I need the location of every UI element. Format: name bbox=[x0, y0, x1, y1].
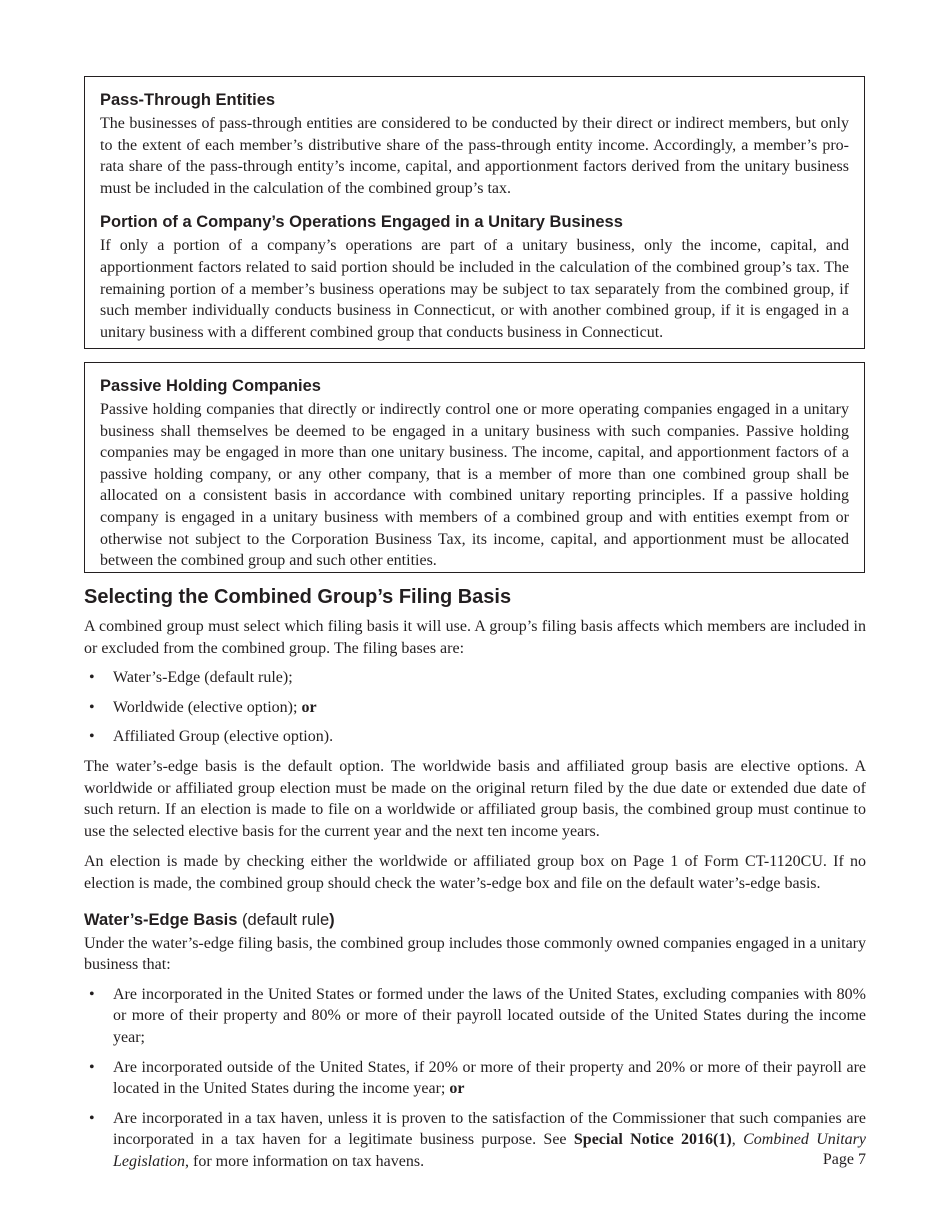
list-text: Water’s-Edge (default rule); bbox=[113, 669, 293, 687]
list-item bbox=[84, 667, 866, 689]
paragraph: The water’s-edge basis is the default option. The worldwide basis and affiliated group basis are elective options. A worldwide or affiliated group election must be made on the original return filed by the due date or extended due date of such return. If an election is made to file on a worldwide or affiliated group basis, the combined group must continue to use the selected elective basis for the current year and the next ten income years. bbox=[84, 757, 866, 840]
section-heading: Portion of a Company’s Operations Engaged in a Unitary Business bbox=[100, 213, 623, 232]
list-item bbox=[84, 1057, 866, 1100]
filing-bases-list bbox=[84, 667, 866, 748]
list-text: Affiliated Group (elective option). bbox=[113, 728, 334, 746]
list-text: Worldwide (elective option); bbox=[113, 698, 302, 716]
section-title: Selecting the Combined Group’s Filing Basis bbox=[84, 586, 512, 608]
list-item bbox=[84, 726, 866, 748]
intro-paragraph: A combined group must select which filing basis it will use. A group’s filing basis affects which members are included in or excluded from the combined group. The filing bases are: bbox=[84, 618, 866, 657]
paragraph: An election is made by checking either the worldwide or affiliated group box on Page 1 of Form CT-1120CU. If no election is made, the combined group should check the water’s-edge box and file on the default water’s-edge basis. bbox=[84, 853, 866, 892]
section-heading: Pass-Through Entities bbox=[100, 91, 276, 109]
section-body: If only a portion of a company’s operations are part of a unitary business, only the income, capital, and apportionment factors related to said portion should be included in the calculation of the combined group’s tax. The remaining portion of a member’s business operations may be subject to tax separately from the combined group, if such member individually conducts business in Connecticut, or with another combined group, if it is engaged in a unitary business with a different combined group that conducts business in Connecticut. bbox=[100, 237, 849, 341]
list-item bbox=[84, 1108, 866, 1173]
subsection-heading bbox=[84, 909, 866, 931]
section-heading: Passive Holding Companies bbox=[100, 377, 321, 395]
bullet: • bbox=[89, 985, 95, 1003]
passive-holding-box bbox=[84, 362, 865, 573]
or-text: or bbox=[449, 1080, 465, 1098]
criteria-list bbox=[84, 984, 866, 1173]
bullet: • bbox=[89, 669, 95, 687]
section-body: Passive holding companies that directly or indirectly control one or more operating companies engaged in a unitary business shall themselves be deemed to be engaged in a unitary business with such companies. Passive holding companies may be engaged in more than one unitary business. The income, capital, and apportionment factors of a passive holding company, or any other company, that is a member of more than one combined group shall be allocated on a consistent basis in accordance with combined unitary reporting principles. If a passive holding company is engaged in a unitary business with members of a combined group and with entities exempt from or otherwise not subject to the Corporation Business Tax, its income, capital, and apportionment must be allocated between the combined group and such other entities. bbox=[100, 401, 849, 570]
bullet: • bbox=[89, 698, 95, 716]
bullet: • bbox=[89, 728, 95, 746]
list-text: Are incorporated outside of the United States, if 20% or more of their property and 20% or more of their payroll are located in the United States during the income year; bbox=[113, 1058, 866, 1098]
subheading-normal: (default rule bbox=[237, 910, 330, 929]
legislation-title: Combined Unitary Legislation bbox=[113, 1131, 867, 1170]
section-body: The businesses of pass-through entities are considered to be conducted by their direct or indirect members, but only to the extent of each member’s distributive share of the pass-through entity income. Accordingly, a member’s pro-rata share of the pass-through entity’s income, capital, and apportionment factors derived from the unitary business must be included in the calculation of the combined group’s tax. bbox=[100, 115, 849, 197]
filing-basis-section bbox=[84, 583, 866, 1180]
subheading-close: ) bbox=[329, 910, 335, 929]
subheading-bold: Water’s-Edge Basis bbox=[84, 910, 238, 929]
paragraph: Under the water’s-edge filing basis, the combined group includes those commonly owned companies engaged in a unitary business that: bbox=[84, 934, 866, 974]
special-notice-ref: Special Notice 2016(1) bbox=[573, 1131, 732, 1149]
list-item bbox=[84, 984, 866, 1049]
list-text: Are incorporated in the United States or formed under the laws of the United States, excluding companies with 80% or more of their property and 80% or more of their payroll located outside of the United States during the income year; bbox=[113, 985, 866, 1046]
bullet: • bbox=[89, 1058, 95, 1076]
pass-through-box bbox=[84, 76, 865, 349]
list-text: , bbox=[731, 1131, 744, 1149]
or-text: or bbox=[301, 698, 317, 716]
list-text: , for more information on tax havens. bbox=[185, 1152, 425, 1170]
list-item bbox=[84, 697, 866, 719]
bullet: • bbox=[89, 1109, 95, 1127]
page-number: Page 7 bbox=[822, 1151, 866, 1168]
list-text: Are incorporated in a tax haven, unless it is proven to the satisfaction of the Commissioner that such companies are incorporated in a tax haven for a legitimate business purpose. See bbox=[113, 1109, 866, 1149]
